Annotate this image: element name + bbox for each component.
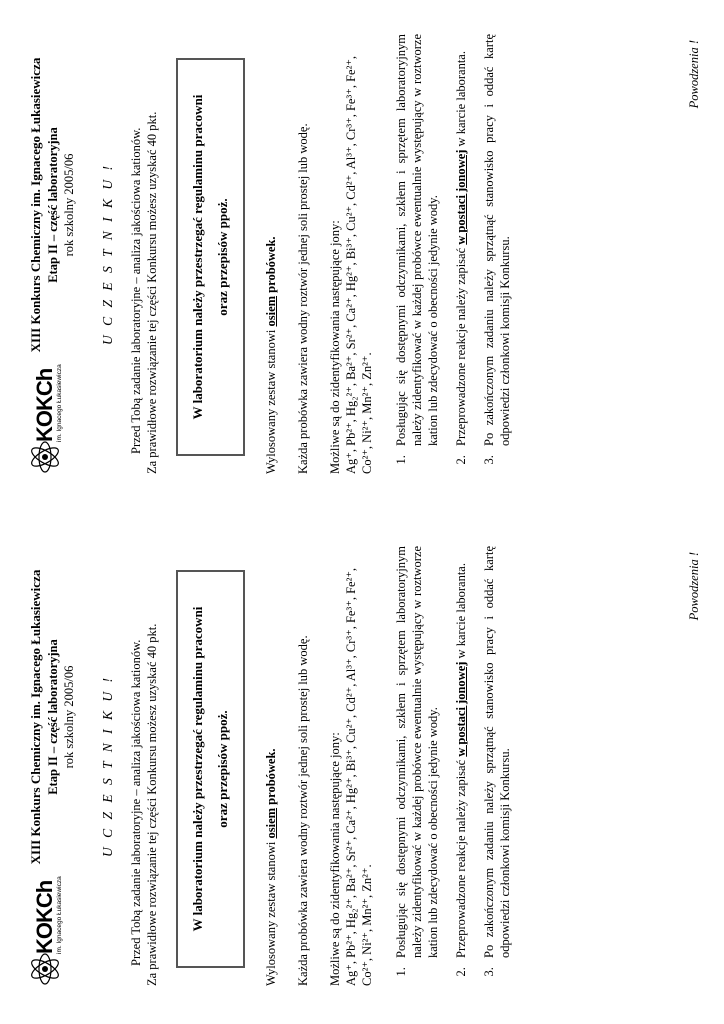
logo [28, 868, 68, 986]
safety-line-1: W laboratorium należy przestrzegać regulaminu pracowni [189, 94, 205, 420]
step-3: 3. Po zakończonym zadaniu należy sprzątnąć stanowisko pracy i oddać kartę odpowiedzi członkowi komisji Konkursu. [481, 34, 513, 452]
good-luck: Powodzenia ! [687, 552, 701, 621]
competition-title: XIII Konkurs Chemiczny im. Ignacego Łukasiewicza [28, 569, 43, 865]
school-year: rok szkolny 2005/06 [61, 153, 76, 257]
ions-list: Ag⁺, Pb²⁺, Hg₂²⁺, Ba²⁺, Sr²⁺, Ca²⁺, Hg²⁺, Bi³⁺, Cu²⁺, Cd²⁺, Al³⁺, Cr³⁺, Fe³⁺, Fe²⁺, Co²⁺, Ni²⁺, Mn²⁺, Zn²⁺. [344, 567, 375, 986]
steps-list [393, 546, 513, 986]
step-2 [453, 546, 469, 964]
safety-box [176, 570, 245, 968]
header [28, 546, 77, 986]
intro-points: Za prawidłowe rozwiązanie tej części Konkursu możesz uzyskać 40 pkt. [144, 111, 159, 474]
stage-title: Etap II – część laboratoryjna [45, 127, 60, 283]
school-year: rok szkolny 2005/06 [61, 665, 76, 769]
intro-text: Przed Tobą zadanie laboratoryjne – analiza jakościowa kationów. [128, 639, 143, 966]
logo [28, 356, 68, 474]
each-text: Każda probówka zawiera wodny roztwór jednej soli prostej lub wodę. [296, 635, 311, 986]
set-post: probówek. [264, 236, 279, 296]
logo-subtitle: im. Ignacego Łukasiewicza [56, 364, 63, 442]
possible-text: Możliwe są do zidentyfikowania następujące jony: [328, 732, 343, 986]
safety-line-2: oraz przepisów ppoż. [214, 710, 230, 828]
atom-icon [28, 440, 62, 474]
stage-title: Etap II – część laboratoryjna [45, 639, 60, 795]
safety-box [176, 58, 245, 456]
step-3: 3. Po zakończonym zadaniu należy sprzątnąć stanowisko pracy i oddać kartę odpowiedzi członkowi komisji Konkursu. [481, 546, 513, 964]
safety-line-2: oraz przepisów ppoż. [214, 198, 230, 316]
set-post: probówek. [264, 748, 279, 808]
header-titles [28, 54, 77, 356]
step-1: 1. Posługując się dostępnymi odczynnikami, szkłem i sprzętem laboratoryjnym należy zidentyfikować w każdej probówce ewentualnie występujący w roztworze kation lub zdecydować o obecności jedynie wody. [393, 546, 441, 964]
good-luck: Powodzenia ! [687, 40, 701, 109]
uczestniku-heading: U C Z E S T N I K U ! [99, 674, 115, 858]
atom-icon [28, 952, 62, 986]
rotated-page [0, 512, 724, 1024]
intro-text: Przed Tobą zadanie laboratoryjne – analiza jakościowa kationów. [128, 127, 143, 454]
set-count: osiem [264, 295, 279, 327]
intro-points: Za prawidłowe rozwiązanie tej części Konkursu możesz uzyskać 40 pkt. [144, 623, 159, 986]
set-count: osiem [264, 807, 279, 839]
steps-list [393, 34, 513, 474]
set-text [263, 34, 279, 474]
logo-text: KOKCh [32, 880, 57, 954]
header [28, 34, 77, 474]
step-2-pre: Przeprowadzone reakcje należy zapisać [454, 756, 469, 958]
logo-text: KOKCh [32, 368, 57, 442]
set-text [263, 546, 279, 986]
step-1: 1. Posługując się dostępnymi odczynnikami, szkłem i sprzętem laboratoryjnym należy zidentyfikować w każdej probówce ewentualnie występujący w roztworze kation lub zdecydować o obecności jedynie wody. [393, 34, 441, 452]
uczestniku-heading: U C Z E S T N I K U ! [99, 162, 115, 346]
possible-text: Możliwe są do zidentyfikowania następujące jony: [328, 220, 343, 474]
logo-subtitle: im. Ignacego Łukasiewicza [56, 876, 63, 954]
step-2-post: w karcie laboranta. [454, 563, 469, 662]
ions-list: Ag⁺, Pb²⁺, Hg₂²⁺, Ba²⁺, Sr²⁺, Ca²⁺, Hg²⁺, Bi³⁺, Cu²⁺, Cd²⁺, Al³⁺, Cr³⁺, Fe³⁺, Fe²⁺, Co²⁺, Ni²⁺, Mn²⁺, Zn²⁺. [344, 55, 375, 474]
set-pre: Wylosowany zestaw stanowi [264, 326, 279, 474]
step-2 [453, 34, 469, 452]
step-2-post: w karcie laboranta. [454, 51, 469, 150]
each-text: Każda probówka zawiera wodny roztwór jednej soli prostej lub wodę. [296, 123, 311, 474]
step-2-emphasis: w postaci jonowej [454, 149, 469, 245]
set-pre: Wylosowany zestaw stanowi [264, 838, 279, 986]
sheet-copy-2 [0, 512, 724, 1024]
competition-title: XIII Konkurs Chemiczny im. Ignacego Łukasiewicza [28, 57, 43, 353]
safety-line-1: W laboratorium należy przestrzegać regulaminu pracowni [189, 606, 205, 932]
header-titles [28, 566, 77, 868]
step-2-pre: Przeprowadzone reakcje należy zapisać [454, 244, 469, 446]
step-2-emphasis: w postaci jonowej [454, 661, 469, 757]
